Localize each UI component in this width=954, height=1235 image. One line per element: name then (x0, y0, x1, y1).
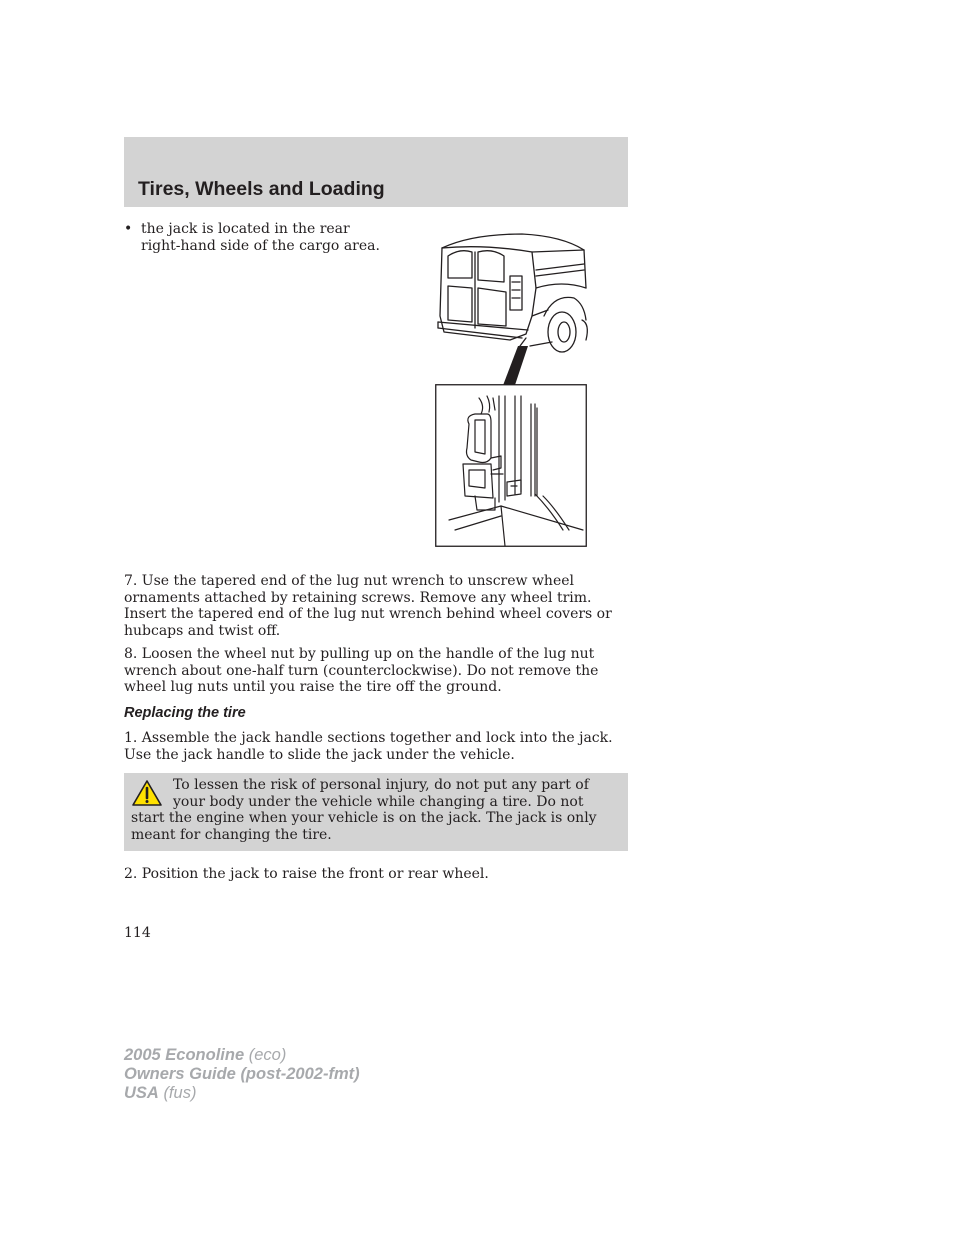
footer-market-code: (fus) (163, 1084, 197, 1102)
footer-line-market (124, 1084, 360, 1103)
bullet-item (124, 221, 384, 254)
replacing-step-2-text: 2. Position the jack to raise the front or rear wheel. (124, 866, 489, 882)
footer-model: 2005 Econoline (124, 1046, 245, 1064)
section-title: Tires, Wheels and Loading (138, 178, 385, 200)
van-rear-illustration (432, 228, 592, 388)
footer-model-code: (eco) (248, 1046, 287, 1064)
footer-market: USA (124, 1084, 159, 1102)
replacing-step-1-text: 1. Assemble the jack handle sections together and lock into the jack. Use the jack handle to slide the jack under the vehicle. (124, 730, 613, 763)
subsection-title: Replacing the tire (124, 705, 246, 721)
warning-box (124, 773, 628, 851)
footer-guide: Owners Guide (post-2002-fmt) (124, 1065, 360, 1083)
section-header-band (124, 137, 628, 207)
warning-text: To lessen the risk of personal injury, do not put any part of your body under the vehicle while changing a tire. Do not start the engine when your vehicle is on the jack. The jack is only meant for changing the tire. (131, 777, 597, 844)
step-8-text: 8. Loosen the wheel nut by pulling up on the handle of the lug nut wrench about one-half turn (counterclockwise). Do not remove the wheel lug nuts until you raise the tire off the ground. (124, 646, 599, 696)
step-7-text: 7. Use the tapered end of the lug nut wrench to unscrew wheel ornaments attached by retaining screws. Remove any wheel trim. Insert the tapered end of the lug nut wrench behind wheel covers or hubcaps and twist off. (124, 573, 612, 640)
jack-location-detail-illustration (435, 384, 587, 547)
bullet-symbol: • (124, 221, 133, 237)
document-footer (124, 1046, 360, 1103)
bullet-text: the jack is located in the rear right-hand side of the cargo area. (141, 221, 380, 254)
page-number: 114 (124, 925, 151, 941)
footer-line-model (124, 1046, 360, 1065)
